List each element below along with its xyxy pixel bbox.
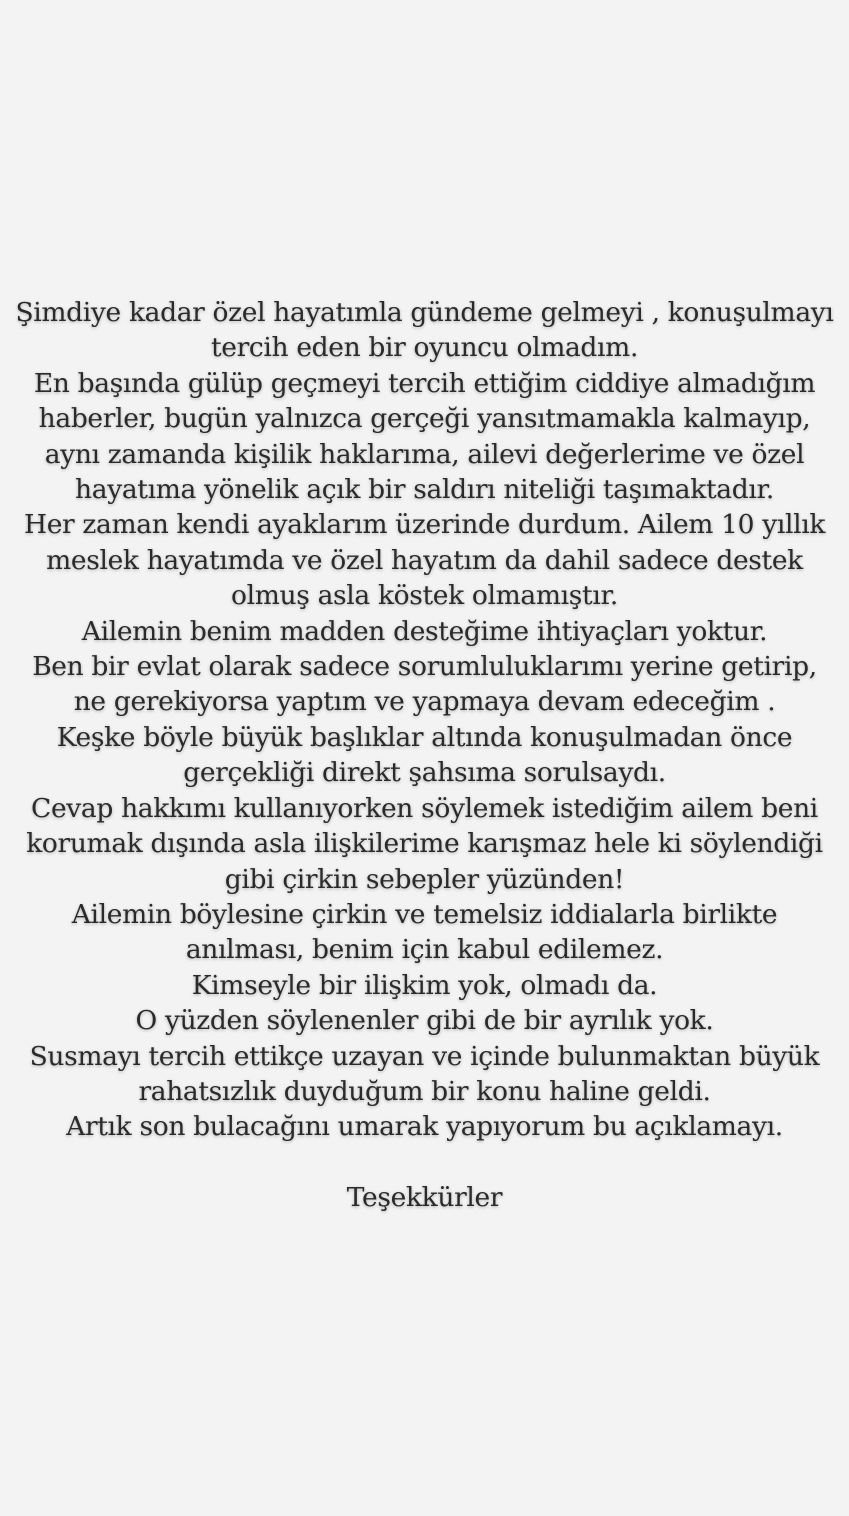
statement-line: ne gerekiyorsa yaptım ve yapmaya devam edeceğim . [73, 686, 776, 718]
statement-line: En başında gülüp geçmeyi tercih ettiğim ciddiye almadığım [33, 367, 816, 399]
statement-line: anılması, benim için kabul edilemez. [185, 934, 664, 966]
statement-line: Şimdiye kadar özel hayatımla gündeme gelmeyi , konuşulmayı [15, 297, 834, 328]
statement-line: gibi çirkin sebepler yüzünden! [224, 863, 625, 895]
statement-line: Kimseyle bir ilişkim yok, olmadı da. [191, 969, 658, 1001]
statement-line: olmuş asla köstek olmamıştır. [231, 580, 618, 612]
statement-line: tercih eden bir oyuncu olmadım. [210, 332, 639, 364]
signoff-text: Teşekkürler [346, 1182, 503, 1214]
statement-line: korumak dışında asla ilişkilerime karışmaz hele ki söylendiği [26, 828, 823, 860]
statement-line: Artık son bulacağını umarak yapıyorum bu açıklamayı. [66, 1111, 783, 1143]
statement-line: Susmayı tercih ettikçe uzayan ve içinde bulunmaktan büyük [29, 1040, 820, 1072]
statement-line: Her zaman kendi ayaklarım üzerinde durdum. Ailem 10 yıllık [23, 509, 826, 541]
statement-line: Ailemin benim madden desteğime ihtiyaçları yoktur. [81, 615, 768, 647]
statement-line: gerçekliği direkt şahsıma sorulsaydı. [183, 757, 666, 789]
statement-line: Cevap hakkımı kullanıyorken söylemek istediğim ailem beni [31, 792, 818, 824]
statement-line: O yüzden söylenenler gibi de bir ayrılık yok. [135, 1005, 714, 1037]
statement-line: haberler, bugün yalnızca gerçeği yansıtmamakla kalmayıp, [38, 403, 811, 435]
statement-line: meslek hayatımda ve özel hayatım da dahil sadece destek [46, 544, 803, 576]
statement-text [8, 295, 841, 1216]
statement-line: Ailemin böylesine çirkin ve temelsiz iddialarla birlikte [71, 898, 778, 930]
statement-line: hayatıma yönelik açık bir saldırı niteliği taşımaktadır. [75, 474, 774, 506]
statement-line: aynı zamanda kişilik haklarıma, ailevi değerlerime ve özel [44, 438, 805, 470]
statement-line: rahatsızlık duyduğum bir konu haline geldi. [138, 1075, 711, 1107]
blank-line-spacer [8, 1145, 841, 1180]
statement-line: Keşke böyle büyük başlıklar altında konuşulmadan önce [56, 721, 793, 753]
statement-line: Ben bir evlat olarak sadece sorumluluklarımı yerine getirip, [32, 651, 817, 683]
